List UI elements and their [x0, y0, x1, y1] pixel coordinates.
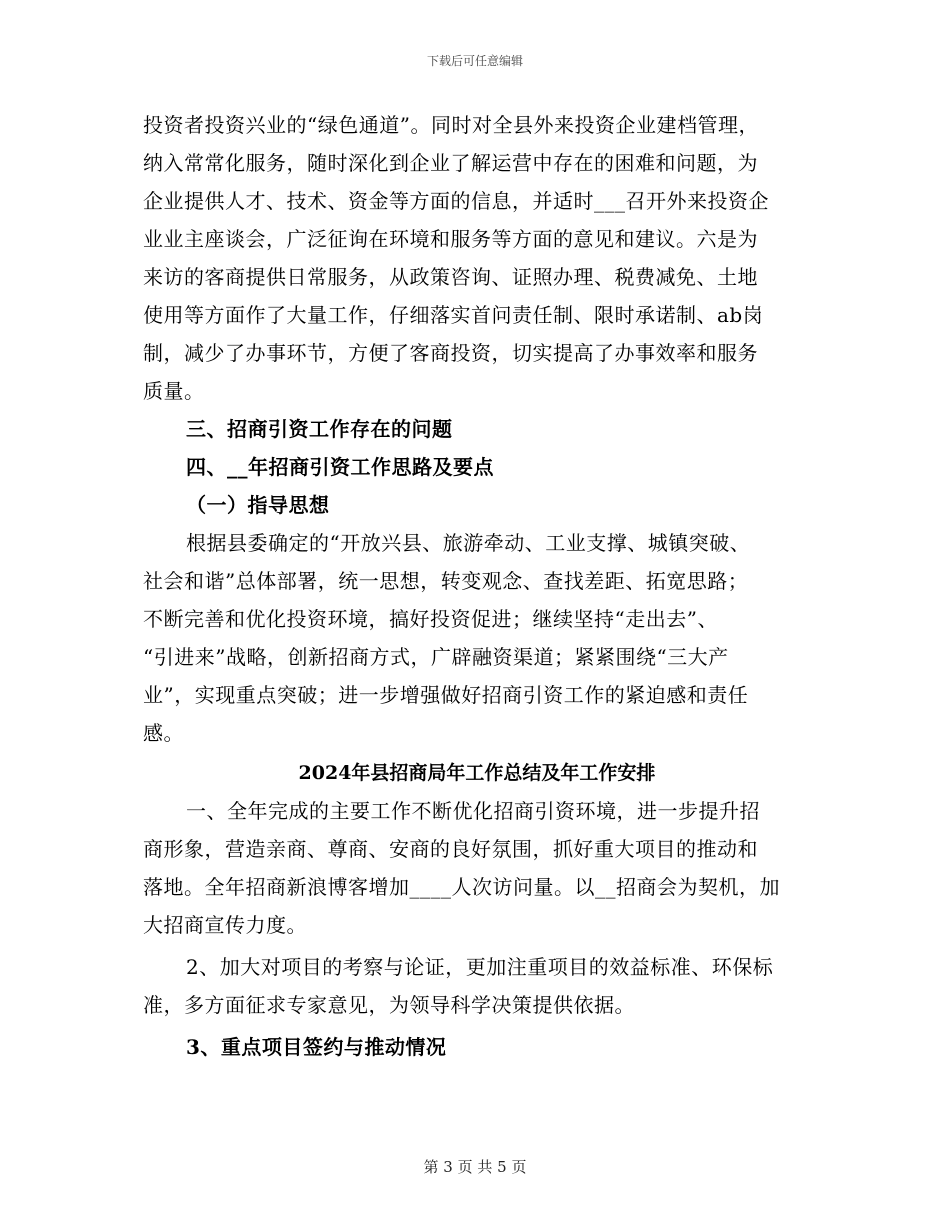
text-line: 一、全年完成的主要工作不断优化招商引资环境，进一步提升招 — [186, 799, 760, 823]
text-line: 落地。全年招商新浪博客增加____人次访问量。以__招商会为契机，加 — [143, 875, 780, 899]
section-heading: 三、招商引资工作存在的问题 — [186, 417, 453, 441]
document-body — [143, 106, 811, 1066]
page-header-note: 下载后可任意编辑 — [426, 54, 523, 68]
text-line: 业”，实现重点突破；进一步增强做好招商引资工作的紧迫感和责任 — [143, 683, 749, 707]
text-line: 投资者投资兴业的“绿色通道”。同时对全县外来投资企业建档管理， — [143, 113, 759, 137]
section-heading: 2024年县招商局年工作总结及年工作安排 — [298, 762, 656, 784]
section-heading: （一）指导思想 — [186, 493, 330, 517]
text-line: 根据县委确定的“开放兴县、旅游牵动、工业支撑、城镇突破、 — [186, 531, 751, 555]
text-line: 纳入常常化服务，随时深化到企业了解运营中存在的困难和问题，为 — [143, 151, 758, 175]
text-line: 感。 — [143, 721, 184, 745]
section-heading: 四、__年招商引资工作思路及要点 — [186, 455, 494, 479]
text-line: 使用等方面作了大量工作，仔细落实首问责任制、限时承诺制、ab岗 — [143, 303, 764, 327]
text-line: 业业主座谈会，广泛征询在环境和服务等方面的意见和建议。六是为 — [143, 227, 758, 251]
text-line: 来访的客商提供日常服务，从政策咨询、证照办理、税费减免、土地 — [143, 265, 758, 289]
page-number: 第 3 页 共 5 页 — [423, 1158, 527, 1176]
text-line: 质量。 — [143, 379, 205, 403]
text-line: 不断完善和优化投资环境，搞好投资促进；继续坚持“走出去”、 — [143, 607, 718, 631]
text-line: 社会和谐”总体部署，统一思想，转变观念、查找差距、拓宽思路； — [143, 569, 749, 593]
text-line: 企业提供人才、技术、资金等方面的信息，并适时___召开外来投资企 — [143, 189, 769, 213]
text-line: “引进来”战略，创新招商方式，广辟融资渠道；紧紧围绕“三大产 — [143, 645, 729, 669]
text-line: 商形象，营造亲商、尊商、安商的良好氛围，抓好重大项目的推动和 — [143, 837, 758, 861]
section-heading: 3、重点项目签约与推动情况 — [186, 1035, 447, 1059]
text-line: 准，多方面征求专家意见，为领导科学决策提供依据。 — [143, 993, 635, 1017]
text-line: 大招商宣传力度。 — [143, 913, 307, 937]
text-line: 制，减少了办事环节，方便了客商投资，切实提高了办事效率和服务 — [143, 341, 758, 365]
text-line: 2、加大对项目的考察与论证，更加注重项目的效益标准、环保标 — [186, 955, 774, 979]
